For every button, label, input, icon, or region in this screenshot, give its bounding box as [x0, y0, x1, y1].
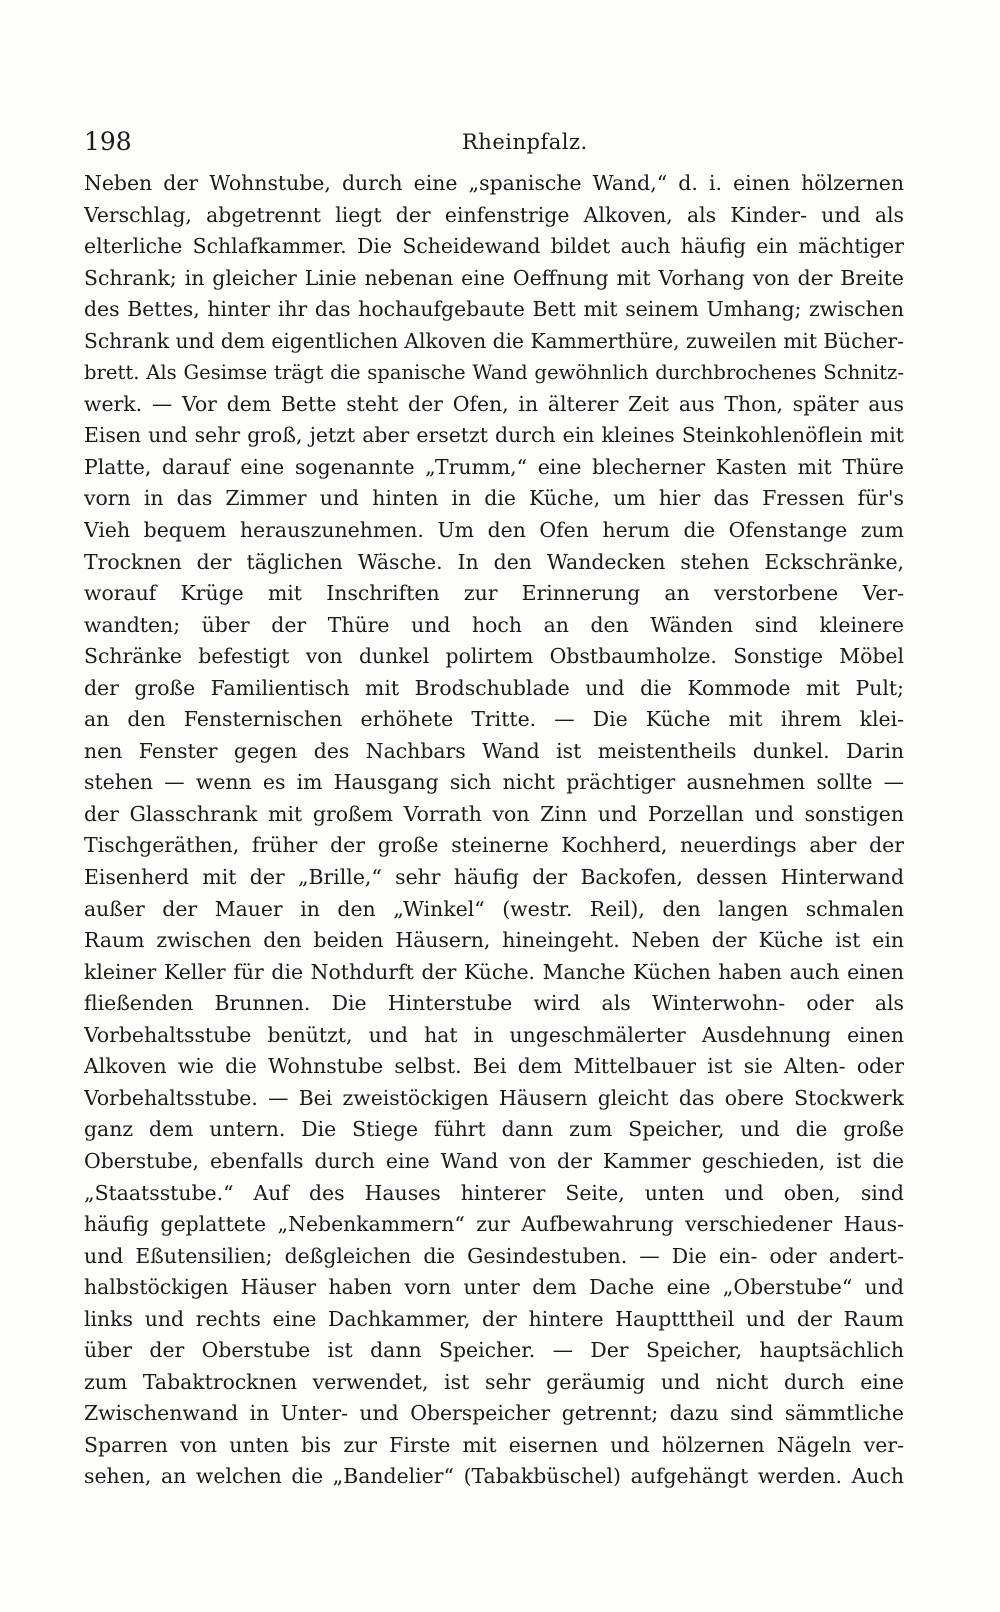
text-line: Vieh bequem herauszunehmen. Um den Ofen herum die Ofenstange zum: [84, 518, 904, 543]
text-line: Oberstube, ebenfalls durch eine Wand von der Kammer geschieden, ist die: [84, 1148, 904, 1173]
text-line: Sparren von unten bis zur Firste mit eisernen und hölzernen Nägeln ver-: [84, 1432, 904, 1457]
text-line: vorn in das Zimmer und hinten in die Küche, um hier das Fressen für's: [84, 486, 904, 511]
text-line: Schrank; in gleicher Linie nebenan eine Oeffnung mit Vorhang von der Breite: [84, 265, 904, 290]
text-line: brett. Als Gesimse trägt die spanische Wand gewöhnlich durchbrochenes Schnitz-: [84, 361, 904, 385]
text-line: elterliche Schlafkammer. Die Scheidewand bildet auch häufig ein mächtiger: [84, 234, 904, 259]
text-line: ganz dem untern. Die Stiege führt dann zum Speicher, und die große: [84, 1117, 904, 1142]
text-line: Trocknen der täglichen Wäsche. In den Wandecken stehen Eckschränke,: [84, 549, 904, 574]
text-line: worauf Krüge mit Inschriften zur Erinnerung an verstorbene Ver-: [84, 581, 904, 606]
text-line: Alkoven wie die Wohnstube selbst. Bei dem Mittelbauer ist sie Alten- oder: [84, 1054, 904, 1079]
text-line: Schränke befestigt von dunkel polirtem Obstbaumholze. Sonstige Möbel: [84, 644, 904, 669]
text-line: der Glasschrank mit großem Vorrath von Zinn und Porzellan und sonstigen: [84, 801, 904, 826]
page-header: [84, 125, 904, 159]
text-line: sehen, an welchen die „Bandelier“ (Tabakbüschel) aufgehängt werden. Auch: [84, 1464, 904, 1489]
text-line: Vorbehaltsstube. — Bei zweistöckigen Häusern gleicht das obere Stockwerk: [84, 1085, 904, 1110]
text-line: wandten; über der Thüre und hoch an den Wänden sind kleinere: [84, 612, 904, 637]
text-line: an den Fensternischen erhöhete Tritte. — Die Küche mit ihrem klei-: [84, 707, 904, 732]
text-line: stehen — wenn es im Hausgang sich nicht prächtiger ausnehmen sollte —: [84, 770, 904, 795]
text-line: Schrank und dem eigentlichen Alkoven die Kammerthüre, zuweilen mit Bücher-: [84, 328, 904, 353]
text-line: „Staatsstube.“ Auf des Hauses hinterer Seite, unten und oben, sind: [84, 1180, 904, 1205]
text-line: Eisen und sehr groß, jetzt aber ersetzt durch ein kleines Steinkohlenöflein mit: [84, 423, 904, 448]
text-line: fließenden Brunnen. Die Hinterstube wird als Winterwohn- oder als: [84, 991, 904, 1016]
text-line: Verschlag, abgetrennt liegt der einfenstrige Alkoven, als Kinder- und als: [84, 202, 904, 227]
text-line: außer der Mauer in den „Winkel“ (westr. Reil), den langen schmalen: [84, 896, 904, 921]
text-line: Neben der Wohnstube, durch eine „spanische Wand,“ d. i. einen hölzernen: [84, 171, 904, 195]
text-line: Zwischenwand in Unter- und Oberspeicher getrennt; dazu sind sämmtliche: [84, 1401, 904, 1426]
text-line: nen Fenster gegen des Nachbars Wand ist meistentheils dunkel. Darin: [84, 738, 904, 763]
text-line: über der Oberstube ist dann Speicher. — Der Speicher, hauptsächlich: [84, 1338, 904, 1363]
body-text: [84, 168, 904, 1493]
text-line: Platte, darauf eine sogenannte „Trumm,“ eine blecherner Kasten mit Thüre: [84, 454, 904, 479]
text-line: häufig geplattete „Nebenkammern“ zur Aufbewahrung verschiedener Haus-: [84, 1212, 904, 1237]
text-line: des Bettes, hinter ihr das hochaufgebaute Bett mit seinem Umhang; zwischen: [84, 297, 904, 322]
text-line: werk. — Vor dem Bette steht der Ofen, in älterer Zeit aus Thon, später aus: [84, 391, 904, 416]
text-line: zum Tabaktrocknen verwendet, ist sehr geräumig und nicht durch eine: [84, 1369, 904, 1394]
text-line: Vorbehaltsstube benützt, und hat in ungeschmälerter Ausdehnung einen: [84, 1022, 904, 1047]
text-line: Raum zwischen den beiden Häusern, hineingeht. Neben der Küche ist ein: [84, 928, 904, 953]
text-line: der große Familientisch mit Brodschublade und die Kommode mit Pult;: [84, 675, 904, 700]
text-line: links und rechts eine Dachkammer, der hintere Hauptttheil und der Raum: [84, 1306, 904, 1331]
text-line: kleiner Keller für die Nothdurft der Küche. Manche Küchen haben auch einen: [84, 959, 904, 984]
text-line: halbstöckigen Häuser haben vorn unter dem Dache eine „Oberstube“ und: [84, 1275, 904, 1300]
text-line: und Eßutensilien; deßgleichen die Gesindestuben. — Die ein- oder andert-: [84, 1243, 904, 1268]
running-head: Rheinpfalz.: [462, 130, 588, 154]
page-number: 198: [84, 127, 132, 156]
text-line: Tischgeräthen, früher der große steinerne Kochherd, neuerdings aber der: [84, 833, 904, 858]
text-line: Eisenherd mit der „Brille,“ sehr häufig der Backofen, dessen Hinterwand: [84, 865, 904, 890]
